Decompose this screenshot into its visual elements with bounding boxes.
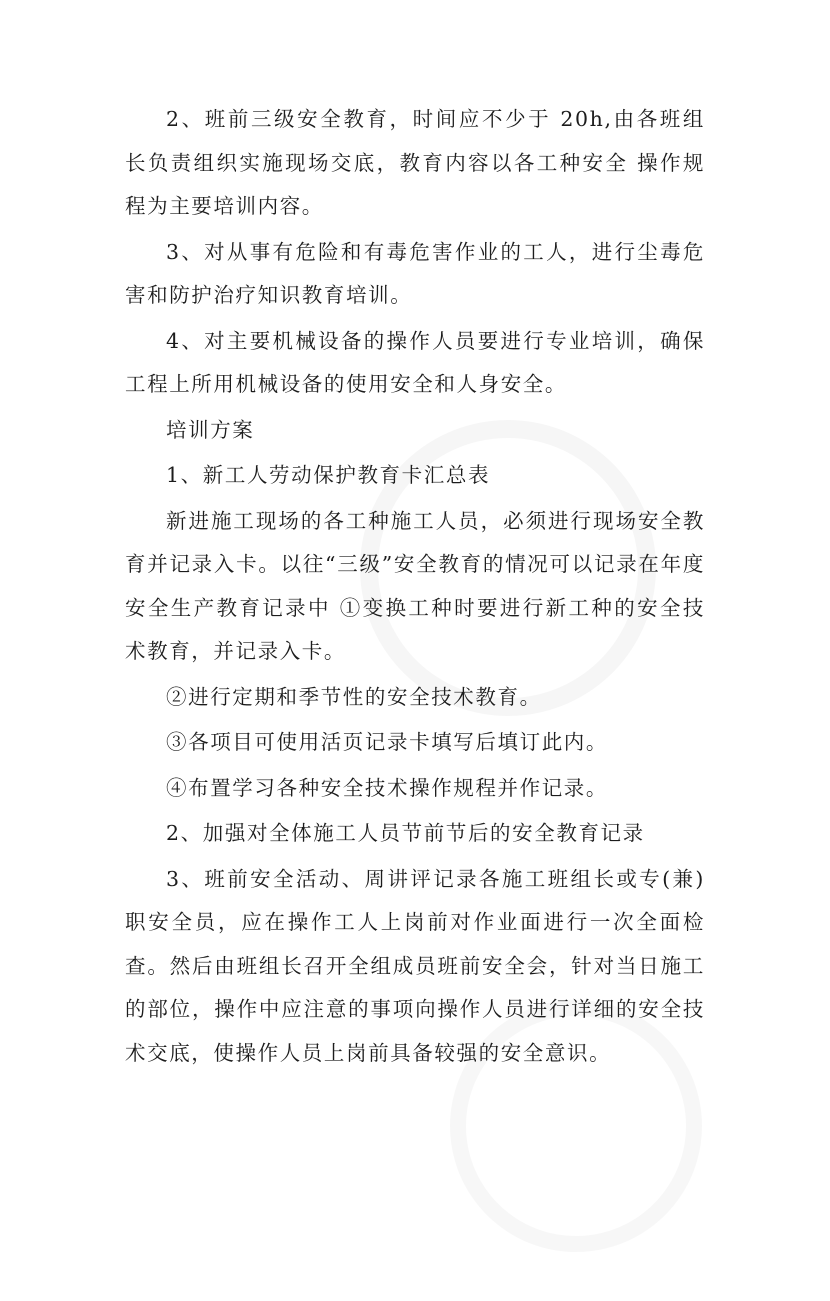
- paragraph-machine-operator-training: 4、对主要机械设备的操作人员要进行专业培训，确保工程上所用机械设备的使用安全和人身安全。: [125, 328, 705, 396]
- section-heading-training-plan: 培训方案: [166, 417, 255, 442]
- document-body: [125, 98, 705, 1077]
- paragraph-holiday-education: 2、加强对全体施工人员节前节后的安全教育记录: [166, 821, 645, 845]
- list-item-loose-leaf-cards: ③各项目可使用活页记录卡填写后填订此内。: [166, 730, 608, 754]
- list-item-operating-rules: ④布置学习各种安全技术操作规程并作记录。: [166, 775, 608, 800]
- list-item-seasonal-education: ②进行定期和季节性的安全技术教育。: [166, 684, 542, 709]
- paragraph-new-worker-details: 新进施工现场的各工种施工人员，必须进行现场安全教育并记录入卡。以往“三级”安全教育的情况可以记录在年度安全生产教育记录中 ①变换工种时要进行新工种的安全技术教育，并记录入卡。: [125, 508, 705, 663]
- paragraph-hazard-training: 3、对从事有危险和有毒危害作业的工人，进行尘毒危害和防护治疗知识教育培训。: [125, 239, 705, 307]
- paragraph-pre-shift-activities: 3、班前安全活动、周讲评记录各施工班组长或专(兼)职安全员，应在操作工人上岗前对作业面进行一次全面检查。然后由班组长召开全组成员班前安全会，针对当日施工的部位，操作中应注意的事项向操作人员进行详细的安全技术交底，使操作人员上岗前具备较强的安全意识。: [125, 866, 705, 1065]
- paragraph-class-pre-education: 2、班前三级安全教育，时间应不少于 20h,由各班组长负责组织实施现场交底，教育内容以各工种安全 操作规程为主要培训内容。: [125, 107, 705, 218]
- paragraph-new-worker-card: 1、新工人劳动保护教育卡汇总表: [166, 463, 491, 487]
